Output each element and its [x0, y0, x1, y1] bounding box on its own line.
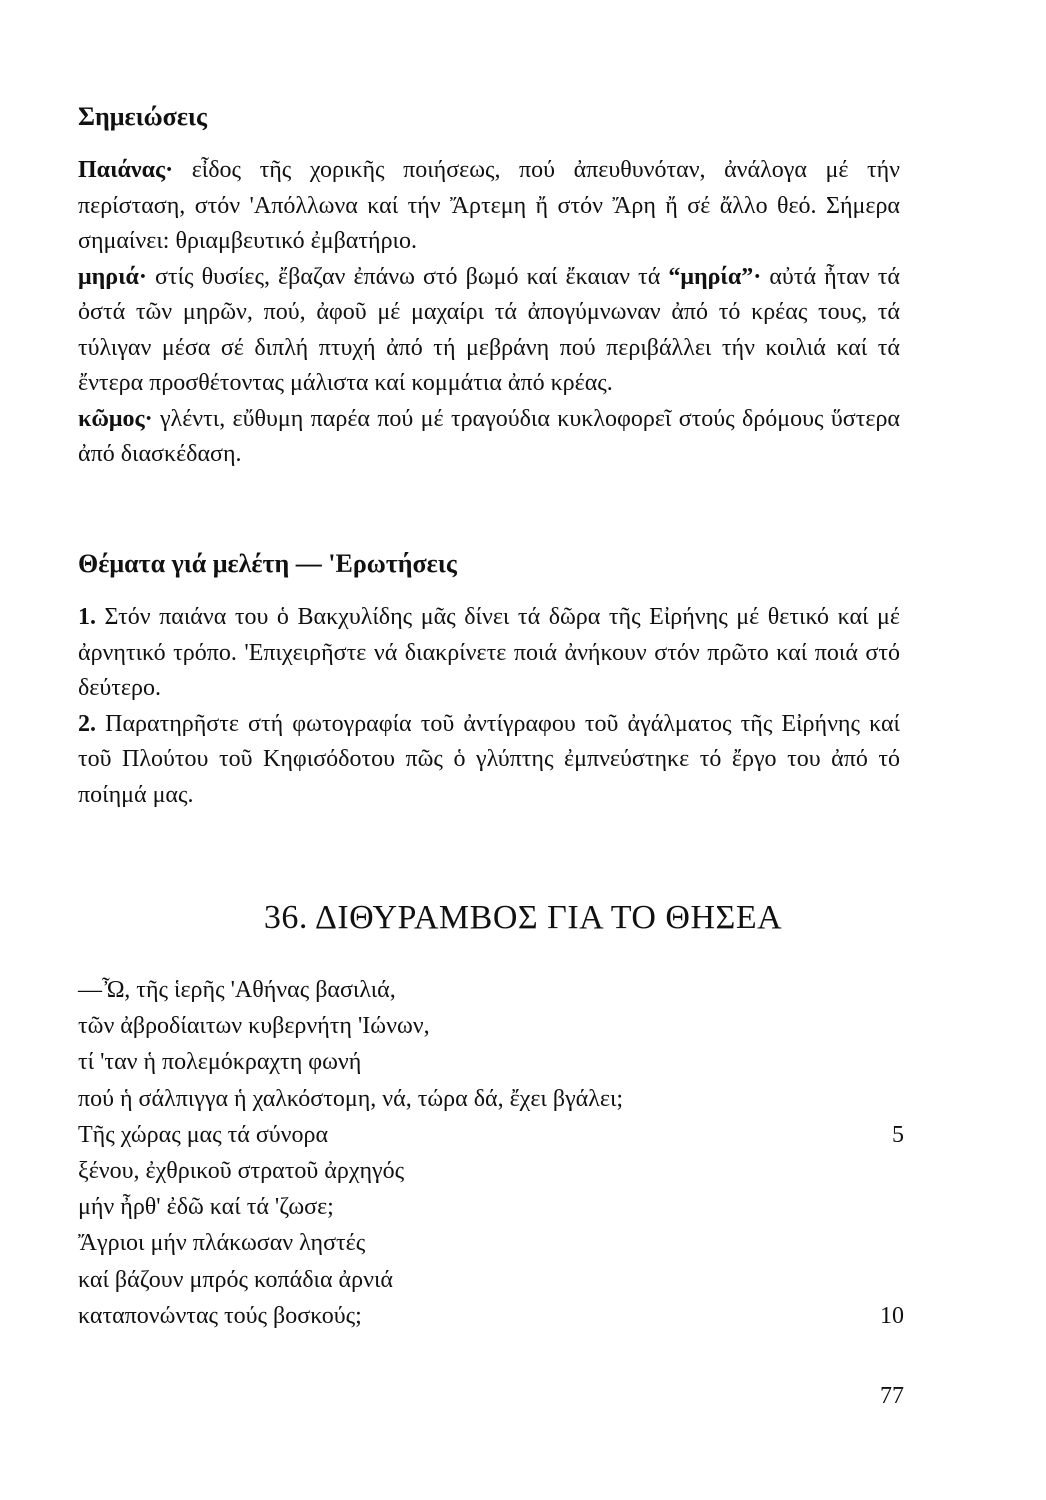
note-quoted-term: “μηρία”·: [668, 263, 762, 290]
poem-line-text: Τῆς χώρας μας τά σύνορα: [78, 1121, 329, 1148]
poem-line: [78, 1008, 904, 1044]
poem-line-text: —Ὦ, τῆς ἱερῆς 'Αθήνας βασιλιά,: [78, 977, 396, 1003]
poem-title: 36. ΔΙΘΥΡΑΜΒΟΣ ΓΙΑ ΤΟ ΘΗΣΕΑ: [263, 899, 783, 936]
question-number: 1.: [78, 604, 96, 630]
poem-line-text: ξένου, ἐχθρικοῦ στρατοῦ ἀρχηγός: [78, 1157, 405, 1184]
poem-line-text: καταπονώντας τούς βοσκούς;: [78, 1302, 362, 1329]
note-text: στίς θυσίες, ἔβαζαν ἐπάνω στό βωμό καί ἔκαιαν τά: [146, 263, 669, 290]
question-number: 2.: [78, 710, 96, 737]
poem-line-text: Ἄγριοι μήν πλάκωσαν ληστές: [78, 1230, 366, 1257]
poem-body: [78, 972, 904, 1334]
notes-heading: Σημειώσεις: [78, 102, 207, 131]
poem-line: [78, 1225, 904, 1261]
line-number: 10: [880, 1302, 904, 1329]
poem-line: [78, 1153, 904, 1189]
note-entry: [78, 260, 900, 402]
question-text: Στόν παιάνα του ὁ Βακχυλίδης μᾶς δίνει τά δῶρα τῆς Εἰρήνης μέ θετικό καί μέ ἀρνητικό τρόπο. 'Επιχειρῆστε νά διακρίνετε ποιά ἀνήκουν στόν πρῶτο καί ποιά στό δεύτερο.: [78, 604, 900, 701]
page-number: 77: [880, 1383, 904, 1409]
poem-line-text: μήν ἦρθ' ἐδῶ καί τά 'ζωσε;: [78, 1194, 334, 1221]
question-text: Παρατηρῆστε στή φωτογραφία τοῦ ἀντίγραφου τοῦ ἀγάλματος τῆς Εἰρήνης καί τοῦ Πλούτου τοῦ Κηφισόδοτου πῶς ὁ γλύπτης ἐμπνεύστηκε τό ἔργο του ἀπό τό ποίημά μας.: [78, 710, 900, 808]
notes-section: [78, 153, 900, 473]
poem-line-text: τί 'ταν ἡ πολεμόκραχτη φωνή: [78, 1049, 362, 1076]
note-entry: [78, 153, 900, 260]
poem-line: [78, 1081, 904, 1117]
poem-line: [78, 1189, 904, 1225]
note-text: εἶδος τῆς χορικῆς ποιήσεως, πού ἀπευθυνόταν, ἀνάλογα μέ τήν περίσταση, στόν 'Απόλλωνα καί τήν Ἄρτεμη ἤ στόν Ἄρη ἤ σέ ἄλλο θεό. Σήμερα σημαίνει: θριαμβευτικό ἐμβατήριο.: [78, 157, 900, 254]
line-number: 5: [892, 1121, 904, 1148]
note-text: αὐτά ἦταν τά ὀστά τῶν μηρῶν, πού, ἀφοῦ μέ μαχαίρι τά ἀπογύμνωναν ἀπό τό κρέας τους, τά τύλιγαν μέσα σέ διπλή πτυχή ἀπό τή μεβράνη πού περιβάλλει τήν κοιλιά καί τά ἔντερα προσθέτοντας μάλιστα καί κομμάτια ἀπό κρέας.: [78, 263, 901, 396]
note-term: Παιάνας·: [78, 157, 174, 183]
poem-line: [78, 972, 904, 1008]
note-text: γλέντι, εὔθυμη παρέα πού μέ τραγούδια κυκλοφορεῖ στούς δρόμους ὕστερα ἀπό διασκέδαση.: [78, 405, 900, 467]
note-term: μηριά·: [78, 263, 147, 290]
poem-line-text: τῶν ἀβροδίαιτων κυβερνήτη 'Ιώνων,: [78, 1013, 430, 1040]
question-item: [78, 600, 900, 707]
poem-line: [78, 1262, 904, 1298]
note-term: κῶμος·: [78, 405, 153, 432]
poem-line: [78, 1298, 904, 1334]
study-questions: [78, 600, 900, 813]
study-heading: Θέματα γιά μελέτη — 'Ερωτήσεις: [78, 549, 457, 578]
note-entry: [78, 402, 900, 473]
poem-line: [78, 1044, 904, 1080]
question-item: [78, 707, 900, 814]
poem-line-text: πού ἡ σάλπιγγα ἡ χαλκόστομη, νά, τώρα δά, ἔχει βγάλει;: [78, 1085, 624, 1112]
poem-line-text: καί βάζουν μπρός κοπάδια ἀρνιά: [78, 1266, 393, 1293]
poem-line: [78, 1117, 904, 1153]
